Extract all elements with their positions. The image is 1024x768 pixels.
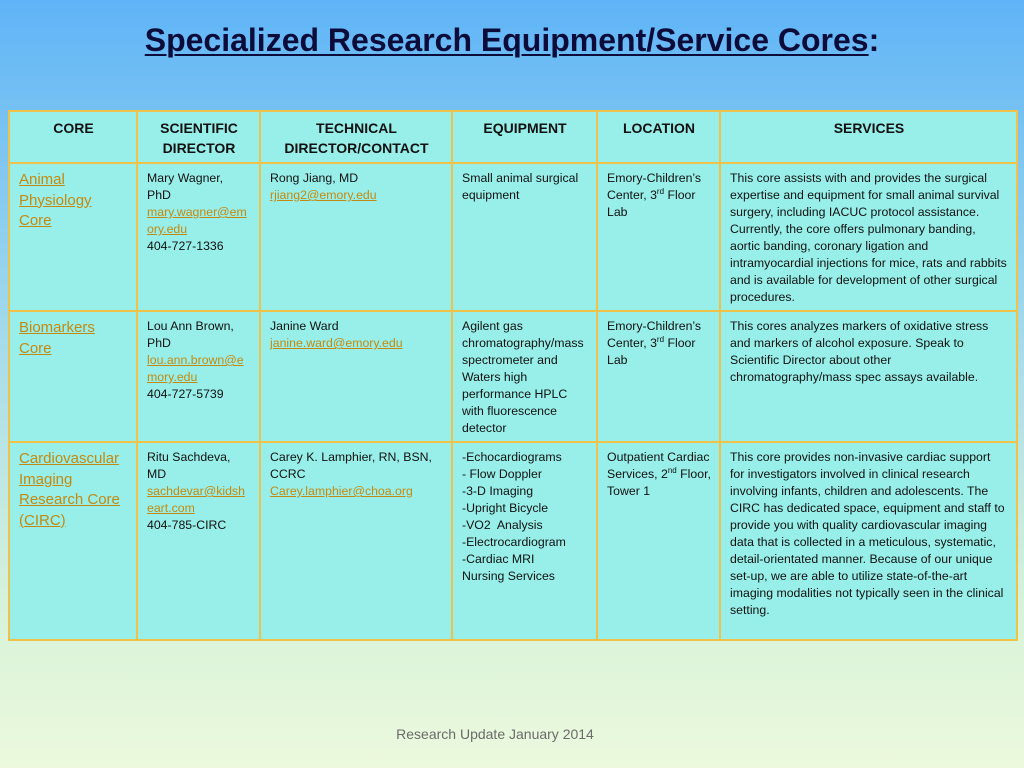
technical-cell bbox=[260, 163, 452, 311]
director-cell bbox=[137, 311, 260, 442]
equipment-item: Agilent gas chromatography/mass spectrometer and Waters high performance HPLC with fluorescence detector bbox=[462, 319, 584, 435]
cores-table bbox=[8, 110, 1018, 641]
header-equipment: EQUIPMENT bbox=[452, 111, 597, 163]
equipment-cell bbox=[452, 163, 597, 311]
director-cell bbox=[137, 442, 260, 640]
footer-text: Research Update January 2014 bbox=[396, 726, 594, 742]
core-cell bbox=[9, 163, 137, 311]
technical-email-link[interactable]: rjiang2@emory.edu bbox=[270, 188, 377, 202]
director-title: PhD bbox=[147, 336, 171, 350]
location-text: Emory-Children’s Center, 3 bbox=[607, 171, 702, 202]
director-name: Lou Ann Brown, bbox=[147, 319, 234, 333]
director-name: Mary Wagner, bbox=[147, 171, 224, 185]
technical-name: Rong Jiang, MD bbox=[270, 171, 359, 185]
equipment-item: -Echocardiograms bbox=[462, 450, 562, 464]
director-email-link[interactable]: mary.wagner@emory.edu bbox=[147, 205, 247, 236]
equipment-item: -VO2 Analysis bbox=[462, 518, 543, 532]
equipment-item: Small animal surgical equipment bbox=[462, 171, 579, 202]
page-title bbox=[145, 22, 880, 58]
technical-cell bbox=[260, 311, 452, 442]
page-title-text: Specialized Research Equipment/Service Cores bbox=[144, 22, 869, 58]
technical-name: Janine Ward bbox=[270, 319, 339, 333]
table-row bbox=[9, 311, 1017, 442]
director-name: Ritu Sachdeva, bbox=[147, 450, 231, 464]
core-link-biomarkers[interactable]: Biomarkers Core bbox=[19, 319, 95, 357]
table-row bbox=[9, 163, 1017, 311]
core-cell bbox=[9, 311, 137, 442]
equipment-cell bbox=[452, 311, 597, 442]
location-cell: Emory-Children’s Center, 3rd Floor Lab bbox=[597, 163, 720, 311]
director-phone: 404-727-5739 bbox=[147, 387, 224, 401]
table-row bbox=[9, 442, 1017, 640]
header-scientific-director: SCIENTIFIC DIRECTOR bbox=[137, 111, 260, 163]
header-location: LOCATION bbox=[597, 111, 720, 163]
equipment-cell bbox=[452, 442, 597, 640]
equipment-item: - Flow Doppler bbox=[462, 467, 542, 481]
director-phone: 404-785-CIRC bbox=[147, 518, 227, 532]
location-cell: Emory-Children’s Center, 3rd Floor Lab bbox=[597, 311, 720, 442]
core-link-circ[interactable]: Cardiovascular Imaging Research Core (CIRC) bbox=[19, 450, 120, 529]
services-cell: This cores analyzes markers of oxidative stress and markers of alcohol exposure. Speak to Scientific Director about other chromatography/mass spec assays available. bbox=[720, 311, 1017, 442]
equipment-item: -Upright Bicycle bbox=[462, 501, 549, 515]
technical-name: Carey K. Lamphier, RN, BSN, CCRC bbox=[270, 450, 432, 481]
location-cell: Outpatient Cardiac Services, 2nd Floor, Tower 1 bbox=[597, 442, 720, 640]
equipment-item: -Electrocardiogram bbox=[462, 535, 566, 549]
technical-email-link[interactable]: janine.ward@emory.edu bbox=[270, 336, 403, 350]
header-services: SERVICES bbox=[720, 111, 1017, 163]
equipment-item: -3-D Imaging bbox=[462, 484, 534, 498]
header-core: CORE bbox=[9, 111, 137, 163]
core-cell bbox=[9, 442, 137, 640]
equipment-item: -Cardiac MRI bbox=[462, 552, 535, 566]
director-phone: 404-727-1336 bbox=[147, 239, 224, 253]
core-link-animal-physiology[interactable]: Animal Physiology Core bbox=[19, 171, 92, 229]
technical-cell bbox=[260, 442, 452, 640]
services-cell: This core assists with and provides the surgical expertise and equipment for small animal survival surgery, including IACUC protocol assistance. Currently, the core offers pulmonary banding, aortic banding, coronary ligation and intramyocardial injections for mice, rats and rabbits and is available for development of other surgical procedures. bbox=[720, 163, 1017, 311]
technical-email-link[interactable]: Carey.lamphier@choa.org bbox=[270, 484, 413, 498]
title-container bbox=[0, 22, 1024, 59]
location-text: Emory-Children’s Center, 3 bbox=[607, 319, 702, 350]
director-email-link[interactable]: sachdevar@kidsheart.com bbox=[147, 484, 245, 515]
director-email-link[interactable]: lou.ann.brown@emory.edu bbox=[147, 353, 244, 384]
page-title-colon: : bbox=[868, 22, 880, 58]
location-text: Outpatient Cardiac Services, 2 bbox=[607, 450, 710, 481]
director-cell bbox=[137, 163, 260, 311]
table-header-row bbox=[9, 111, 1017, 163]
director-title: MD bbox=[147, 467, 167, 481]
services-cell: This core provides non-invasive cardiac support for investigators involved in clinical research involving infants, children and adolescents. The CIRC has dedicated space, equipment and staff to provide you with quality cardiovascular imaging data that is collected in a meticulous, systematic, detail-orientated manner. Because of our unique set-up, we are able to utilize state-of-the-art imaging modalities not typically seen in the clinical setting. bbox=[720, 442, 1017, 640]
equipment-item: Nursing Services bbox=[462, 569, 555, 583]
director-title: PhD bbox=[147, 188, 171, 202]
header-technical-director: TECHNICAL DIRECTOR/CONTACT bbox=[260, 111, 452, 163]
